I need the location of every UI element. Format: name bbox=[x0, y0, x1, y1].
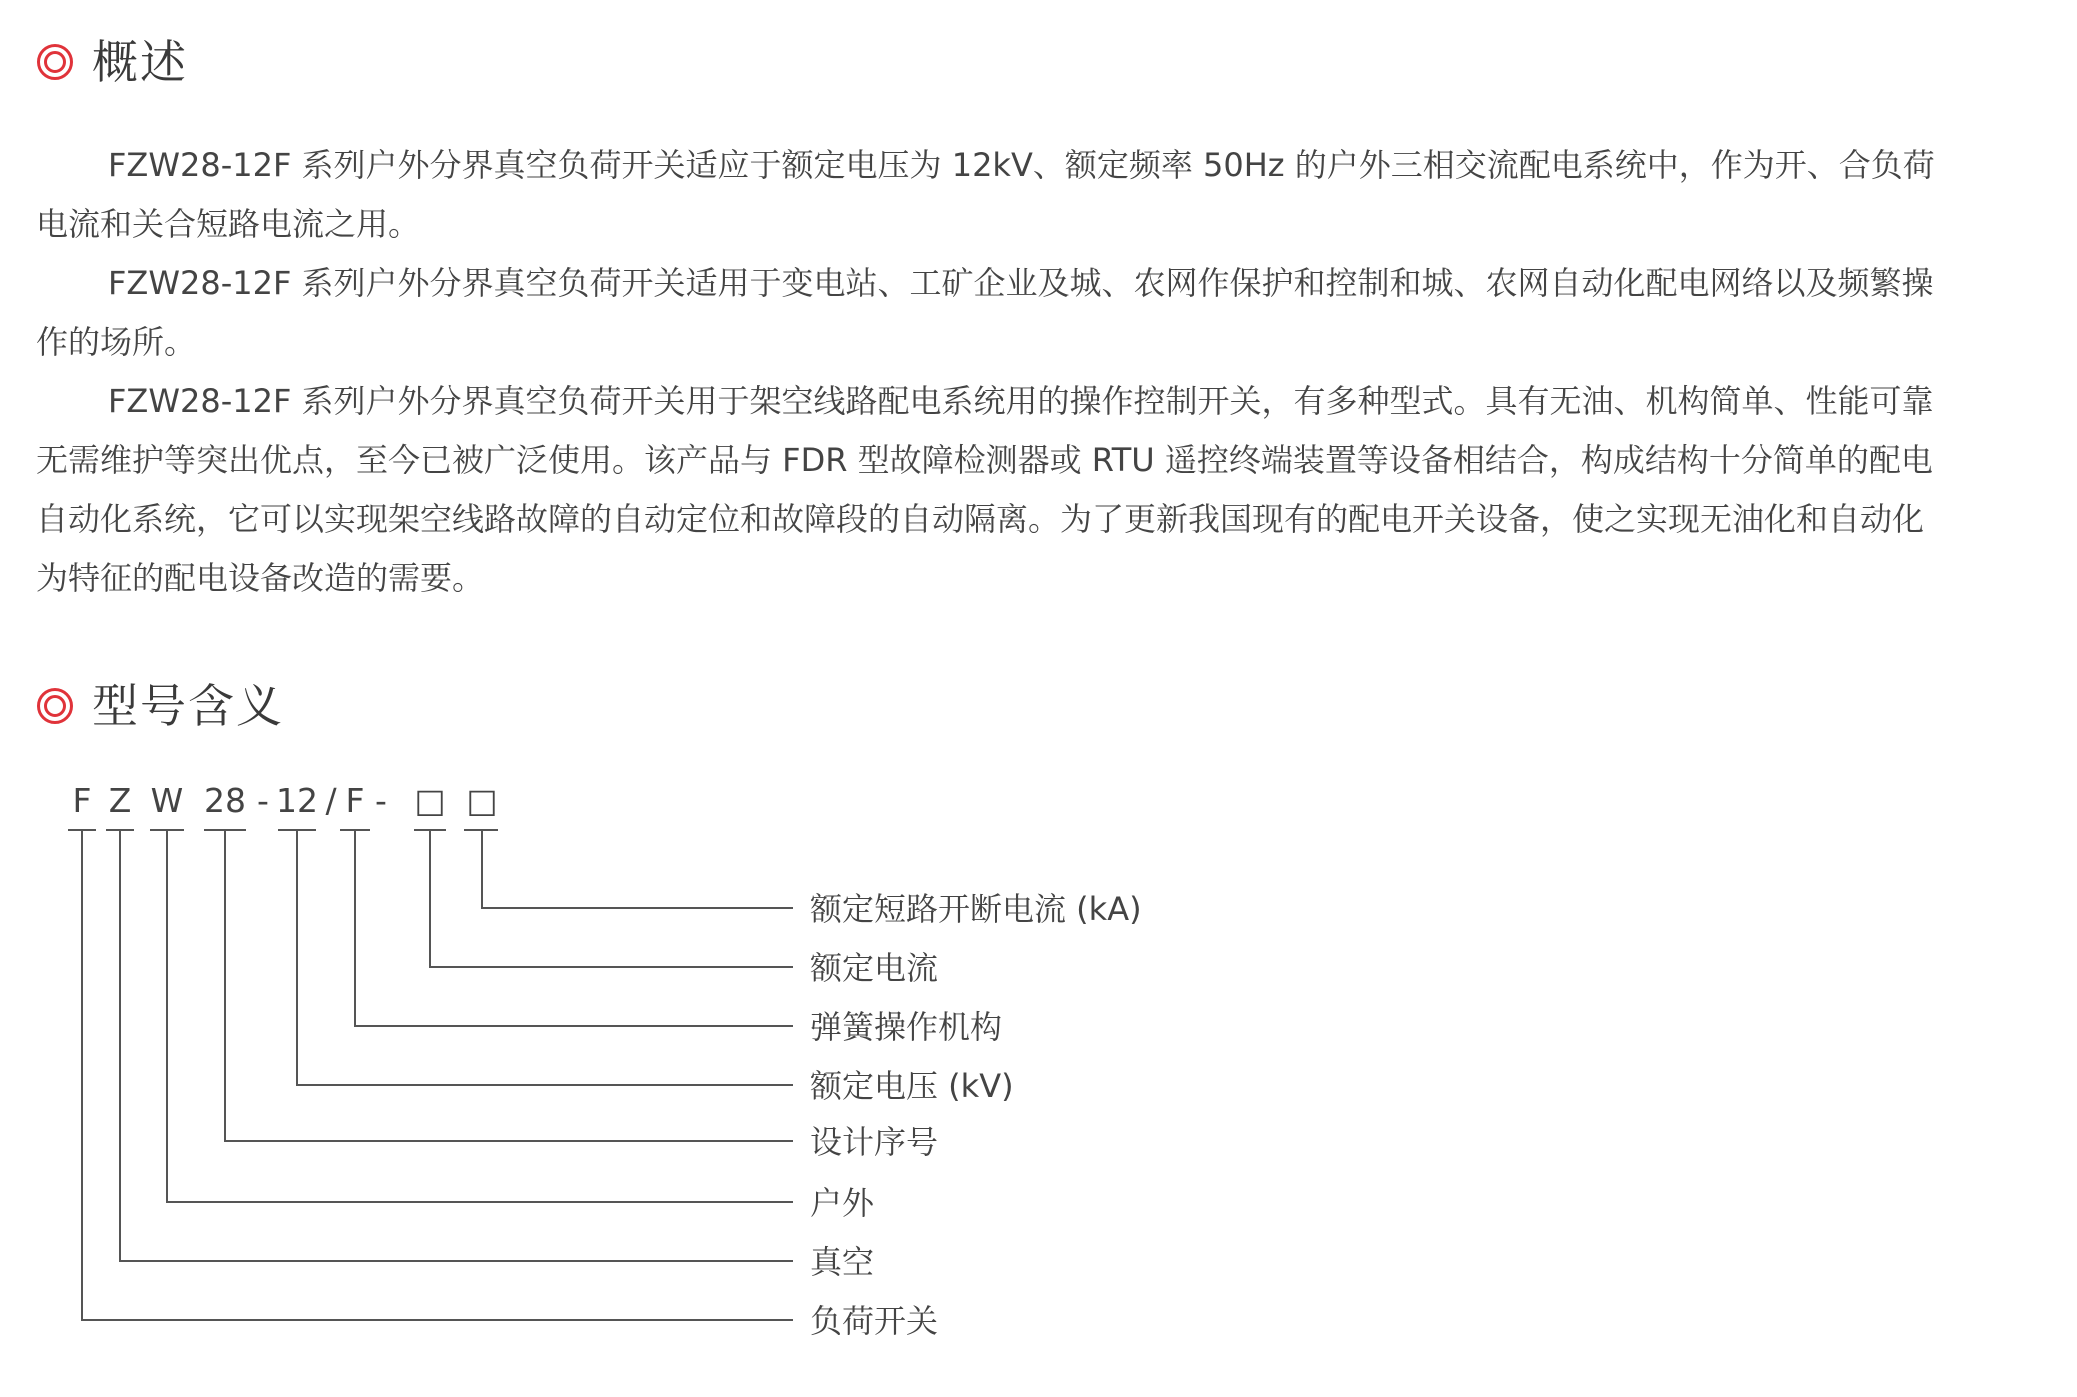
section-title: 概述 bbox=[92, 35, 188, 89]
paragraph: FZW28-12F 系列户外分界真空负荷开关适应于额定电压为 12kV、额定频率 50Hz 的户外三相交流配电系统中，作为开、合负荷电流和关合短路电流之用。 bbox=[36, 146, 1935, 243]
code-part-f: F bbox=[72, 781, 92, 820]
code-part-w: W bbox=[150, 781, 184, 820]
paragraph: FZW28-12F 系列户外分界真空负荷开关用于架空线路配电系统用的操作控制开关，有多种型式。具有无油、机构简单、性能可靠无需维护等突出优点，至今已被广泛使用。该产品与 FDR 型故障检测器或 RTU 遥控终端装置等设备相结合，构成结构十分简单的配电自动化系统，它可以实现架空线路故障的自动定位和故障段的自动隔离。为了更新我国现有的配电开关设备，使之实现无油化和自动化为特征的配电设备改造的需要。 bbox=[36, 382, 1934, 597]
code-separator-slash: / bbox=[325, 781, 337, 820]
label-load-switch: 负荷开关 bbox=[810, 1302, 939, 1340]
label-outdoor: 户外 bbox=[810, 1184, 875, 1222]
code-part-voltage: 12 bbox=[276, 781, 318, 820]
section-title: 型号含义 bbox=[92, 679, 284, 733]
label-design-number: 设计序号 bbox=[810, 1123, 939, 1161]
label-vacuum: 真空 bbox=[810, 1243, 875, 1281]
code-part-z: Z bbox=[108, 781, 132, 820]
label-rated-voltage: 额定电压 (kV) bbox=[810, 1067, 1014, 1105]
code-separator-dash: - bbox=[375, 781, 387, 820]
code-part-design-number: 28 bbox=[204, 781, 246, 820]
code-box-breaking-current: □ bbox=[466, 781, 498, 820]
code-part-spring-mechanism: F bbox=[345, 781, 365, 820]
label-rated-short-circuit-breaking-current: 额定短路开断电流 (kA) bbox=[810, 890, 1142, 928]
label-spring-operating-mechanism: 弹簧操作机构 bbox=[810, 1008, 1003, 1046]
code-box-rated-current: □ bbox=[414, 781, 446, 820]
label-rated-current: 额定电流 bbox=[810, 949, 939, 987]
paragraph: FZW28-12F 系列户外分界真空负荷开关适用于变电站、工矿企业及城、农网作保护和控制和城、农网自动化配电网络以及频繁操作的场所。 bbox=[36, 264, 1934, 361]
connector-lines bbox=[68, 830, 793, 1320]
code-separator-dash: - bbox=[257, 781, 269, 820]
